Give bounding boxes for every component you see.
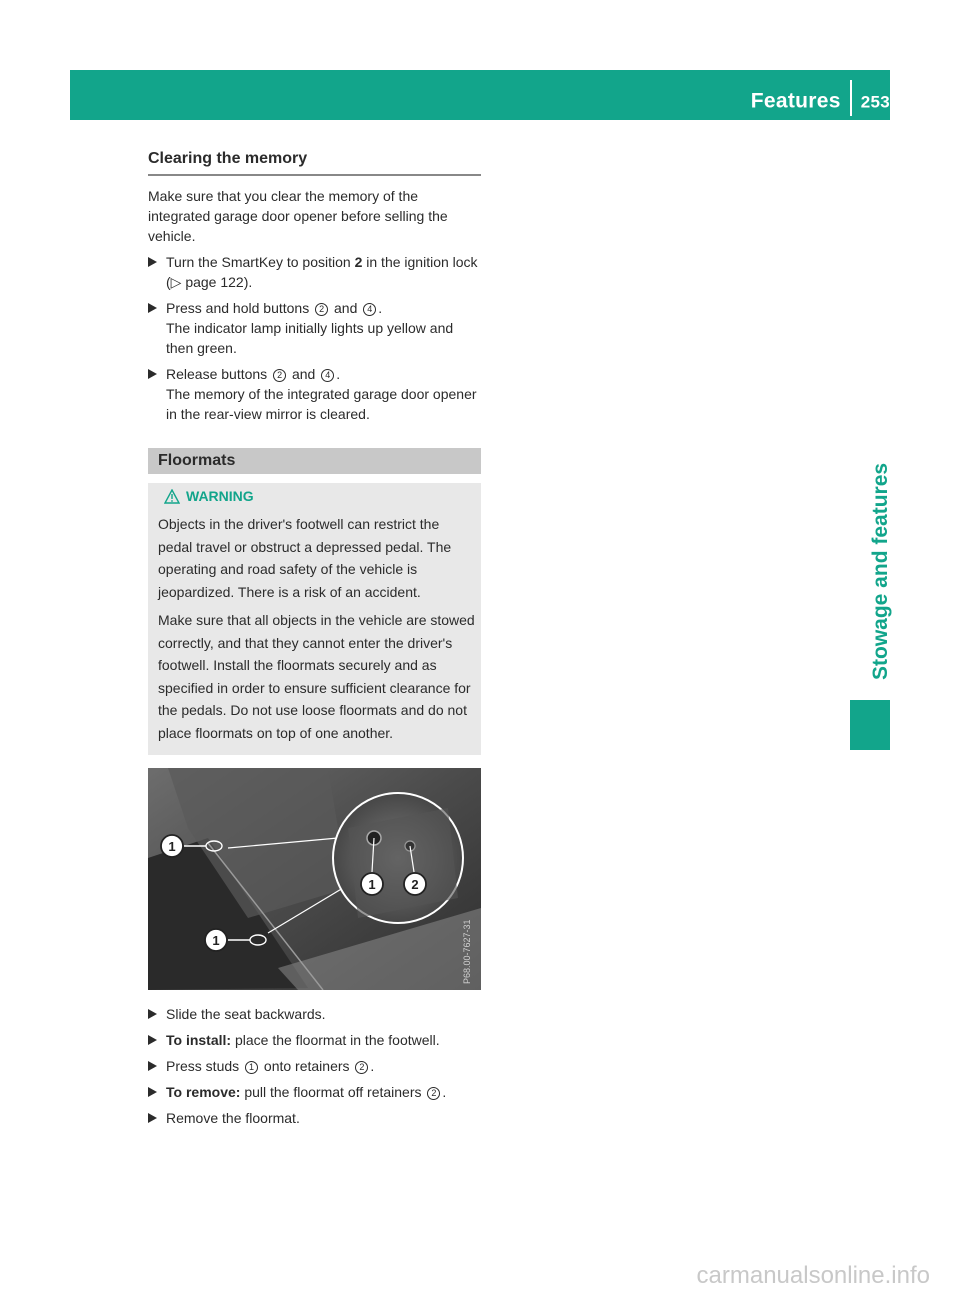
callout-badge — [161, 835, 183, 857]
warning-box — [148, 483, 481, 755]
image-code: P68.00-7627-31 — [462, 919, 472, 984]
callout-number-icon: 2 — [315, 303, 328, 316]
arrow-icon — [148, 303, 157, 313]
step-note: The indicator lamp initially lights up yellow and then green. — [166, 320, 454, 356]
arrow-icon — [148, 369, 157, 379]
step-item: To install: place the floormat in the footwell. — [148, 1030, 481, 1050]
callout-number-icon: 2 — [355, 1061, 368, 1074]
step-item: To remove: pull the floormat off retainers 2 . — [148, 1082, 481, 1102]
svg-text:1: 1 — [368, 877, 376, 892]
warning-title: WARNING — [164, 488, 254, 504]
step-item: Release buttons 2 and 4 . The memory of the integrated garage door opener in the rear-view mirror is cleared. — [148, 364, 481, 424]
callout-badge — [205, 929, 227, 951]
warning-paragraph: Objects in the driver's footwell can restrict the pedal travel or obstruct a depressed pedal. The operating and road safety of the vehicle is jeopardized. There is a risk of an accident. — [158, 516, 452, 600]
arrow-icon — [148, 1035, 157, 1045]
step-item: Press studs 1 onto retainers 2 . — [148, 1056, 481, 1076]
arrow-icon — [148, 1087, 157, 1097]
arrow-icon — [148, 1061, 157, 1071]
side-tab-label: Stowage and features — [869, 462, 892, 680]
step-item: Remove the floormat. — [148, 1108, 481, 1128]
callout-badge — [404, 873, 426, 895]
arrow-icon — [148, 1009, 157, 1019]
step-item: Turn the SmartKey to position 2 in the ignition lock (▷ page 122). — [148, 252, 481, 292]
step-item: Slide the seat backwards. — [148, 1004, 481, 1024]
chapter-title: Features — [750, 89, 841, 113]
step-item: Press and hold buttons 2 and 4 . The indicator lamp initially lights up yellow and then green. — [148, 298, 481, 358]
arrow-icon — [148, 1113, 157, 1123]
callout-number-icon: 4 — [363, 303, 376, 316]
warning-text — [158, 513, 476, 750]
step-note: The memory of the integrated garage door opener in the rear-view mirror is cleared. — [166, 386, 477, 422]
callout-badge — [361, 873, 383, 895]
floormat-steps — [148, 998, 481, 1128]
arrow-icon — [148, 257, 157, 267]
intro-paragraph: Make sure that you clear the memory of the integrated garage door opener before selling the vehicle. — [148, 188, 448, 244]
header-title — [751, 88, 890, 116]
callout-number-icon: 2 — [427, 1087, 440, 1100]
callout-number-icon: 4 — [321, 369, 334, 382]
floormat-photo — [148, 768, 481, 990]
warning-triangle-icon — [164, 489, 180, 504]
header-separator — [850, 80, 852, 116]
svg-text:2: 2 — [411, 877, 419, 892]
watermark: carmanualsonline.info — [696, 1262, 930, 1289]
section-body — [148, 186, 481, 424]
callout-number-icon: 1 — [245, 1061, 258, 1074]
section-title: Clearing the memory — [148, 150, 481, 176]
svg-text:1: 1 — [212, 933, 220, 948]
side-tab-block — [850, 700, 890, 750]
svg-text:1: 1 — [168, 839, 176, 854]
warning-paragraph: Make sure that all objects in the vehicle are stowed correctly, and that they cannot enter the driver's footwell. Install the floormats securely and as specified in order to ensure sufficient clearance for the pedals. Do not use loose floormats and do not place floormats on top of one another. — [158, 612, 475, 741]
page-number: 253 — [860, 92, 890, 112]
callout-number-icon: 2 — [273, 369, 286, 382]
floormats-heading: Floormats — [148, 448, 481, 474]
